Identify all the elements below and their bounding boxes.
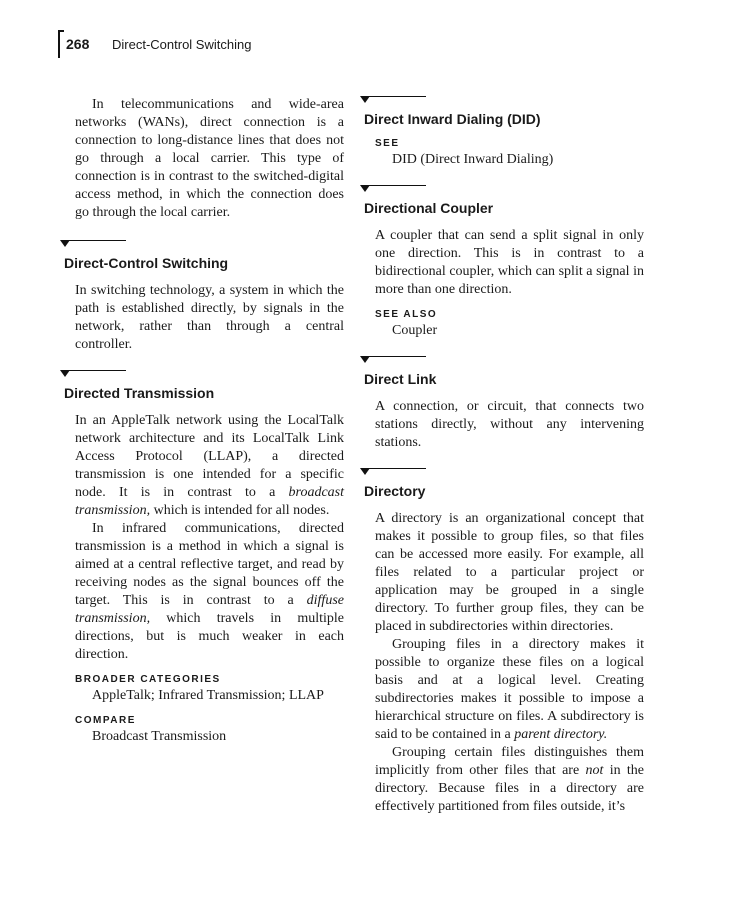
entry-title: Directional Coupler [364, 200, 494, 216]
intro-paragraph [75, 96, 344, 222]
italic-term: broadcast transmission, [75, 485, 344, 518]
definition-paragraph-2: Grouping files in a directory makes it possible to organize these files on a logical basis and at a logical level. Creating subdirectories makes it possible to impose a hierarchical structure on files. A subdirectory is said to be contained in a parent directory. [375, 637, 644, 742]
definition-paragraph-1: A directory is an organizational concept that makes it possible to group files, so that files can be accessed more easily. For example, all files related to a particular project or application may be grouped in a single directory. To further group files, they can be placed in subdirectories within directories. [375, 511, 644, 634]
triangle-marker-icon [360, 96, 370, 103]
broader-categories-value: AppleTalk; Infrared Transmission; LLAP [92, 688, 324, 703]
italic-term: parent directory. [514, 727, 608, 742]
definition-paragraph-3: Grouping certain files distinguishes them implicitly from other files that are not in the directory. Because files in a directory are effectively partitioned from files outside, it’s [375, 745, 644, 814]
entry-body [75, 282, 344, 354]
entry-body [375, 510, 644, 816]
entry-marker [364, 468, 644, 478]
intro-text: In telecommunications and wide-area networks (WANs), direct connection is a connection to long-distance lines that does not go through a local carrier. This type of connection is in contrast to the switched-digital access method, in which the connection does go through the local carrier. [75, 97, 344, 220]
definition-text: A coupler that can send a split signal in only one direction. This is in contrast to a bidirectional coupler, which can split a signal in more than one direction. [375, 228, 644, 297]
entry-body [375, 227, 644, 299]
running-header [58, 26, 458, 56]
definition-text: A connection, or circuit, that connects two stations directly, without any intervening stations. [375, 399, 644, 450]
entry-direct-control-switching [64, 240, 344, 354]
triangle-marker-icon [360, 468, 370, 475]
entry-marker [64, 240, 344, 250]
entry-body [75, 412, 344, 664]
italic-term: diffuse transmission, [75, 593, 344, 626]
entry-marker [364, 96, 644, 106]
entry-body [375, 398, 644, 452]
entry-directory [364, 468, 644, 816]
header-bracket [58, 30, 64, 58]
entry-marker [364, 185, 644, 195]
italic-term: not [585, 763, 604, 778]
see-value: DID (Direct Inward Dialing) [392, 152, 554, 167]
left-column [64, 96, 344, 762]
entry-title: Direct-Control Switching [64, 255, 229, 271]
running-title: Direct-Control Switching [112, 37, 252, 52]
see-also-label: SEE ALSO [375, 309, 438, 320]
see-label: SEE [375, 138, 400, 149]
entry-title: Directed Transmission [64, 385, 215, 401]
entry-directed-transmission [64, 370, 344, 746]
page-number: 268 [66, 36, 90, 52]
right-column [364, 96, 644, 832]
see-also-value: Coupler [392, 323, 438, 338]
definition-text: In switching technology, a system in which the path is established directly, by signals in the network, rather than through a central controller. [75, 283, 344, 352]
triangle-marker-icon [60, 370, 70, 377]
triangle-marker-icon [360, 185, 370, 192]
triangle-marker-icon [360, 356, 370, 363]
entry-directional-coupler [364, 185, 644, 340]
definition-paragraph-1: In an AppleTalk network using the LocalTalk network architecture and its LocalTalk Link Access Protocol (LLAP), a directed transmission is one intended for a specific node. It is in contrast to a broadcast transmission, which is intended for all nodes. [75, 413, 344, 518]
entry-title: Directory [364, 483, 426, 499]
entry-marker [364, 356, 644, 366]
broader-categories-label: BROADER CATEGORIES [75, 674, 221, 685]
entry-title: Direct Inward Dialing (DID) [364, 111, 541, 127]
triangle-marker-icon [60, 240, 70, 247]
entry-title: Direct Link [364, 371, 437, 387]
entry-direct-link [364, 356, 644, 452]
entry-direct-inward-dialing [364, 96, 644, 169]
compare-label: COMPARE [75, 715, 136, 726]
entry-marker [64, 370, 344, 380]
compare-value: Broadcast Transmission [92, 729, 227, 744]
definition-paragraph-2: In infrared communications, directed transmission is a method in which a signal is aimed at a central reflective target, and read by receiving nodes as the signal bounces off the target. This is in contrast to a diffuse transmission, which travels in multiple directions, but is much weaker in each direction. [75, 521, 344, 662]
